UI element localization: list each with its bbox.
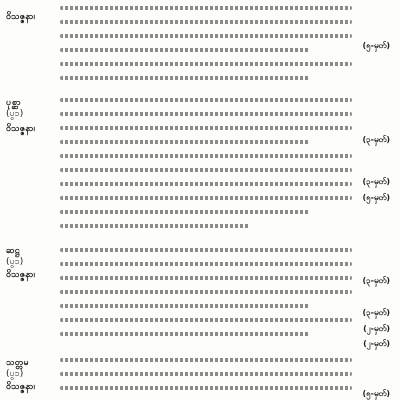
marks-label: (၅-မှတ်): [362, 389, 390, 398]
text-line: [60, 304, 310, 308]
marks-label: (၂-မှတ်): [363, 324, 390, 333]
text-line: [60, 76, 310, 80]
text-line: [60, 372, 352, 376]
text-line: [60, 318, 352, 322]
text-line: [60, 276, 352, 280]
marks-label: (၃-မှတ်): [362, 308, 390, 317]
text-line: [60, 98, 352, 102]
marks-label: (၃-မှတ်): [362, 276, 390, 285]
question-label-6: ဆဋ္ဌ (ပွ၁): [6, 246, 24, 267]
marks-label: (၃-မှတ်): [362, 135, 390, 144]
question-label-7: သတ္တမ (ပွ၁): [6, 358, 29, 379]
text-line: [60, 196, 352, 200]
question-label-5: ပုစ္ဆာ (ပွ၁): [6, 98, 24, 119]
text-line: [60, 358, 352, 362]
marks-label: (၅-မှတ်): [362, 41, 390, 50]
marks-label: (၃-မှတ်): [362, 177, 390, 186]
text-line: [60, 332, 310, 336]
text-line: [60, 140, 310, 144]
text-line: [60, 6, 352, 10]
text-line: [60, 48, 310, 52]
text-line: [60, 20, 352, 24]
marks-label: (၂-မှတ်): [363, 339, 390, 348]
answer-label-5: ဝိသဇ္ဇနာ၊: [6, 124, 35, 134]
answer-label-1: ဝိသဇ္ဇနာ၊: [6, 12, 35, 22]
answer-label-6: ဝိသဇ္ဇနာ၊: [6, 270, 35, 280]
text-line: [60, 182, 352, 186]
text-line: [60, 210, 310, 214]
text-line: [60, 386, 352, 390]
text-line: [60, 262, 352, 266]
text-line: [60, 168, 352, 172]
answer-label-7: ဝိသဇ္ဇနာ၊: [6, 382, 35, 392]
text-line: [60, 224, 250, 228]
text-line: [60, 126, 352, 130]
text-line: [60, 112, 352, 116]
text-line: [60, 154, 352, 158]
text-line: [60, 62, 352, 66]
text-line: [60, 34, 352, 38]
text-line: [60, 248, 352, 252]
text-line: [60, 290, 352, 294]
marks-label: (၅-မှတ်): [362, 193, 390, 202]
